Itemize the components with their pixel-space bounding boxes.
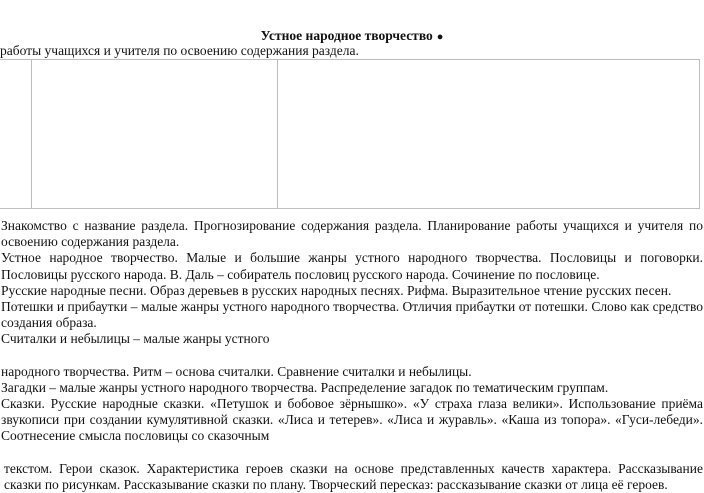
paragraph-5: Считалки и небылицы – малые жанры устного — [1, 331, 270, 347]
document-subtitle: работы учащихся и учителя по освоению содержания раздела. — [0, 43, 359, 58]
paragraph-4: Потешки и прибаутки – малые жанры устного народного творчества. Отличия прибаутки от потешки. Слово как средство создания образа. — [1, 299, 703, 331]
paragraph-gap — [1, 348, 703, 364]
paragraph-gap-2 — [1, 445, 703, 461]
paragraph-6: народного творчества. Ритм – основа считалки. Сравнение считалки и небылицы. — [1, 363, 472, 379]
table-bottom-border — [0, 208, 700, 209]
paragraph-3: Русские народные песни. Образ деревьев в русских народных песнях. Рифма. Выразительное чтение русских песен. — [1, 282, 672, 298]
paragraph-9: текстом. Герои сказок. Характеристика героев сказки на основе представленных качеств характера. Рассказывание сказки по рисункам. Рассказывание сказки по плану. Творческий пересказ: рассказывание сказки от лица её героев. — [4, 460, 703, 492]
paragraph-7: Загадки – малые жанры устного народного творчества. Распределение загадок по тематическим группам. — [1, 379, 609, 395]
body-text — [1, 218, 703, 493]
bullet-icon: ● — [436, 31, 444, 43]
table-top-border — [0, 59, 700, 60]
paragraph-2: Устное народное творчество. Малые и большие жанры устного народного творчества. Пословицы и поговорки. Пословицы русского народа. В. Даль – собиратель пословиц русского народа. Сочинение по пословице. — [1, 250, 703, 282]
table-right-border — [699, 59, 700, 209]
paragraph-1: Знакомство с название раздела. Прогнозирование содержания раздела. Планирование работы учащихся и учителя по освоению содержания раздела. — [1, 218, 703, 250]
title-text: Устное народное творчество — [260, 28, 433, 43]
table-column-divider-1 — [31, 59, 32, 208]
paragraph-8: Сказки. Русские народные сказки. «Петушок и бобовое зёрнышко». «У страха глаза велики». Использование приёма звукописи при создании кумулятивной сказки. «Лиса и тетерев». «Лиса и журавль». «Каша из топора». «Гуси-лебеди». Соотнесение смысла пословицы со сказочным — [1, 396, 703, 444]
table-column-divider-2 — [277, 59, 278, 208]
